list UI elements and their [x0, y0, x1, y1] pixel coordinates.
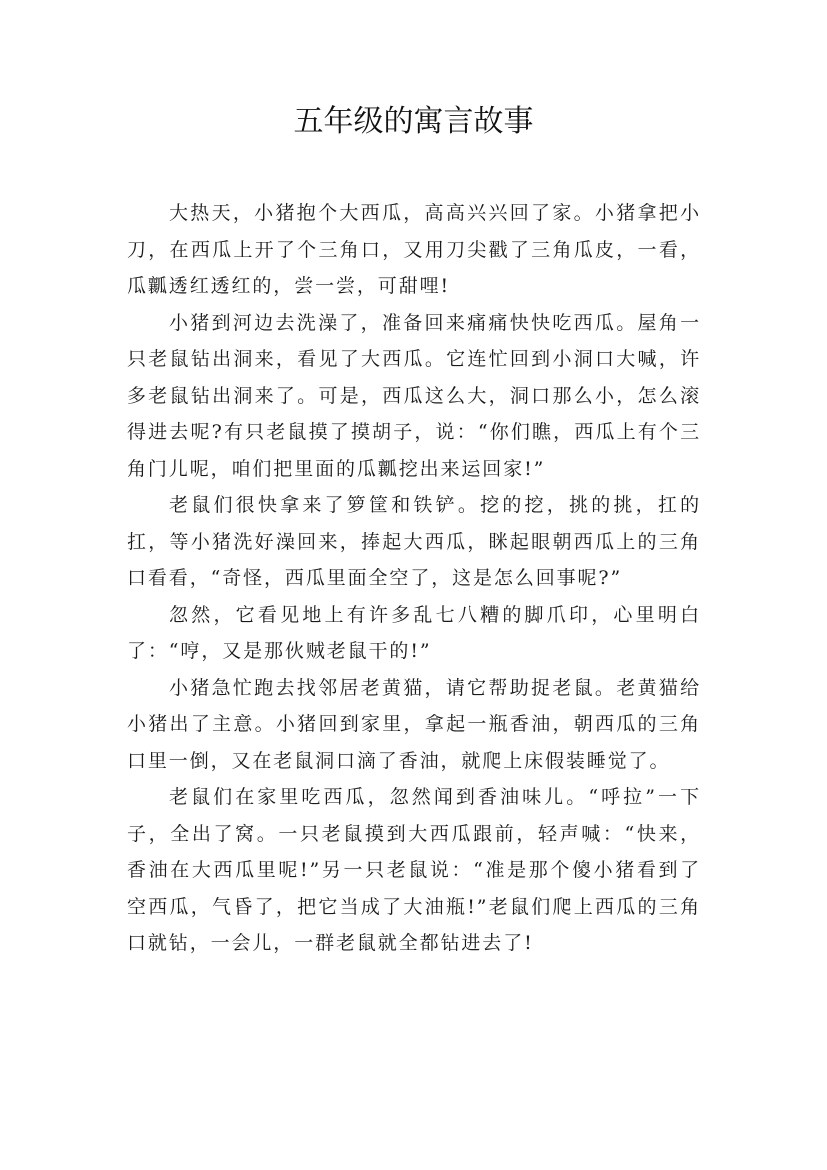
paragraph-1: 大热天，小猪抱个大西瓜，高高兴兴回了家。小猪拿把小刀，在西瓜上开了个三角口，又用刀尖戳了三角瓜皮，一看，瓜瓤透红透红的，尝一尝，可甜哩!: [127, 202, 701, 297]
paragraph-5: 小猪急忙跑去找邻居老黄猫，请它帮助捉老鼠。老黄猫给小猪出了主意。小猪回到家里，拿起一瓶香油，朝西瓜的三角口里一倒，又在老鼠洞口滴了香油，就爬上床假装睡觉了。: [127, 676, 701, 772]
paragraph-6: 老鼠们在家里吃西瓜，忽然闻到香油味儿。“呼拉”一下子，全出了窝。一只老鼠摸到大西瓜跟前，轻声喊：“快来，香油在大西瓜里呢!”另一只老鼠说：“准是那个傻小猪看到了空西瓜，气昏了，把它当成了大油瓶!”老鼠们爬上西瓜的三角口就钻，一会儿，一群老鼠就全都钻进去了!: [127, 786, 701, 954]
story-body: [127, 195, 701, 962]
paragraph-2: 小猪到河边去洗澡了，准备回来痛痛快快吃西瓜。屋角一只老鼠钻出洞来，看见了大西瓜。它连忙回到小洞口大喊，许多老鼠钻出洞来了。可是，西瓜这么大，洞口那么小，怎么滚得进去呢?有只老鼠摸了摸胡子，说：“你们瞧，西瓜上有个三角门儿呢，咱们把里面的瓜瓤挖出来运回家!”: [127, 311, 701, 480]
paragraph-3: 老鼠们很快拿来了箩筐和铁铲。挖的挖，挑的挑，扛的扛，等小猪洗好澡回来，捧起大西瓜，眯起眼朝西瓜上的三角口看看，“奇怪，西瓜里面全空了，这是怎么回事呢?”: [127, 494, 701, 589]
page-title: 五年级的寓言故事: [293, 104, 534, 139]
paragraph-4: 忽然，它看见地上有许多乱七八糟的脚爪印，心里明白了：“哼，又是那伙贼老鼠干的!”: [127, 603, 701, 662]
